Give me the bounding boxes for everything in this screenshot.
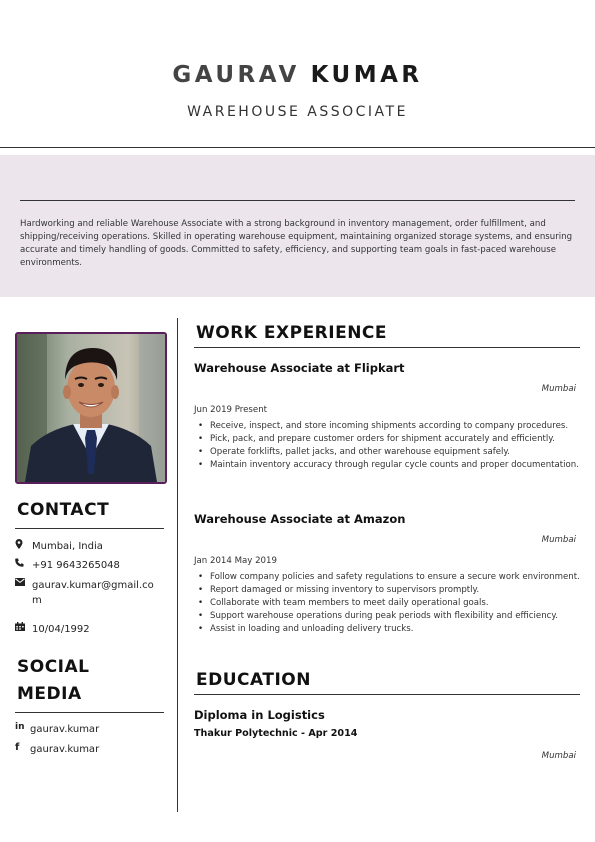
- contact-birthdate: [15, 622, 157, 637]
- summary-divider: [20, 200, 575, 201]
- list-item: • Operate forklifts, pallet jacks, and other warehouse equipment safely.: [210, 446, 594, 459]
- work-experience-divider: [194, 347, 580, 348]
- contact-phone: [15, 558, 157, 573]
- column-divider: [177, 318, 178, 812]
- contact-title: CONTACT: [17, 500, 110, 520]
- email-icon: [15, 578, 32, 608]
- list-item: • Report damaged or missing inventory to supervisors promptly.: [210, 584, 594, 597]
- job-1-location: Mumbai: [541, 384, 576, 394]
- list-item: • Support warehouse operations during peak periods with flexibility and efficiency.: [210, 610, 594, 623]
- candidate-name: [0, 62, 595, 88]
- job-1-responsibilities: [194, 420, 594, 472]
- work-experience-title: WORK EXPERIENCE: [196, 323, 388, 343]
- calendar-icon: [15, 622, 32, 637]
- social-linkedin[interactable]: [15, 722, 155, 737]
- social-facebook[interactable]: [15, 742, 155, 757]
- social-divider: [15, 712, 164, 713]
- contact-birthdate-text: 10/04/1992: [32, 624, 90, 635]
- job-2-dates: Jan 2014 May 2019: [194, 556, 277, 566]
- last-name: KUMAR: [310, 62, 423, 88]
- education-title: EDUCATION: [196, 670, 311, 690]
- list-item: • Pick, pack, and prepare customer orders for shipment accurately and efficiently.: [210, 433, 594, 446]
- job-2-responsibilities: [194, 571, 594, 636]
- education-degree: Diploma in Logistics: [194, 708, 325, 722]
- profile-photo: [15, 332, 167, 484]
- resume-header: [0, 0, 595, 148]
- list-item: • Collaborate with team members to meet daily operational goals.: [210, 597, 594, 610]
- portrait-illustration: [17, 334, 165, 482]
- first-name: GAURAV: [172, 62, 300, 88]
- job-2-location: Mumbai: [541, 535, 576, 545]
- job-role: WAREHOUSE ASSOCIATE: [187, 104, 408, 120]
- education-school: Thakur Polytechnic - Apr 2014: [194, 728, 358, 739]
- contact-email[interactable]: [15, 578, 157, 608]
- job-2-title: Warehouse Associate at Amazon: [194, 512, 406, 526]
- job-1-title: Warehouse Associate at Flipkart: [194, 361, 405, 375]
- location-pin-icon: [15, 539, 32, 554]
- list-item: • Maintain inventory accuracy through regular cycle counts and proper documentation.: [210, 459, 594, 472]
- contact-location: [15, 539, 157, 554]
- list-item: • Assist in loading and unloading delivery trucks.: [210, 623, 594, 636]
- education-divider: [194, 694, 580, 695]
- contact-location-text: Mumbai, India: [32, 541, 103, 552]
- social-title: SOCIAL MEDIA: [17, 657, 90, 704]
- education-location: Mumbai: [541, 751, 576, 761]
- contact-email-text[interactable]: gaurav.kumar@gmail.com: [32, 580, 154, 606]
- list-item: • Follow company policies and safety regulations to ensure a secure work environment.: [210, 571, 594, 584]
- list-item: • Receive, inspect, and store incoming shipments according to company procedures.: [210, 420, 594, 433]
- contact-phone-text: +91 9643265048: [32, 560, 120, 571]
- social-linkedin-text[interactable]: gaurav.kumar: [30, 724, 100, 735]
- linkedin-icon: in: [15, 722, 25, 732]
- phone-icon: [15, 558, 32, 573]
- facebook-icon: f: [15, 742, 20, 753]
- social-facebook-text[interactable]: gaurav.kumar: [30, 744, 100, 755]
- summary-text: Hardworking and reliable Warehouse Associate with a strong background in inventory management, order fulfillment, and shipping/receiving operations. Skilled in operating warehouse equipment, maintaining organized storage systems, and ensuring accurate and timely handling of goods. Committed to safety, efficiency, and supporting team goals in fast-paced warehouse environments.: [20, 219, 573, 268]
- job-1-dates: Jun 2019 Present: [194, 405, 268, 415]
- summary-section: [0, 155, 595, 297]
- contact-divider: [15, 528, 164, 529]
